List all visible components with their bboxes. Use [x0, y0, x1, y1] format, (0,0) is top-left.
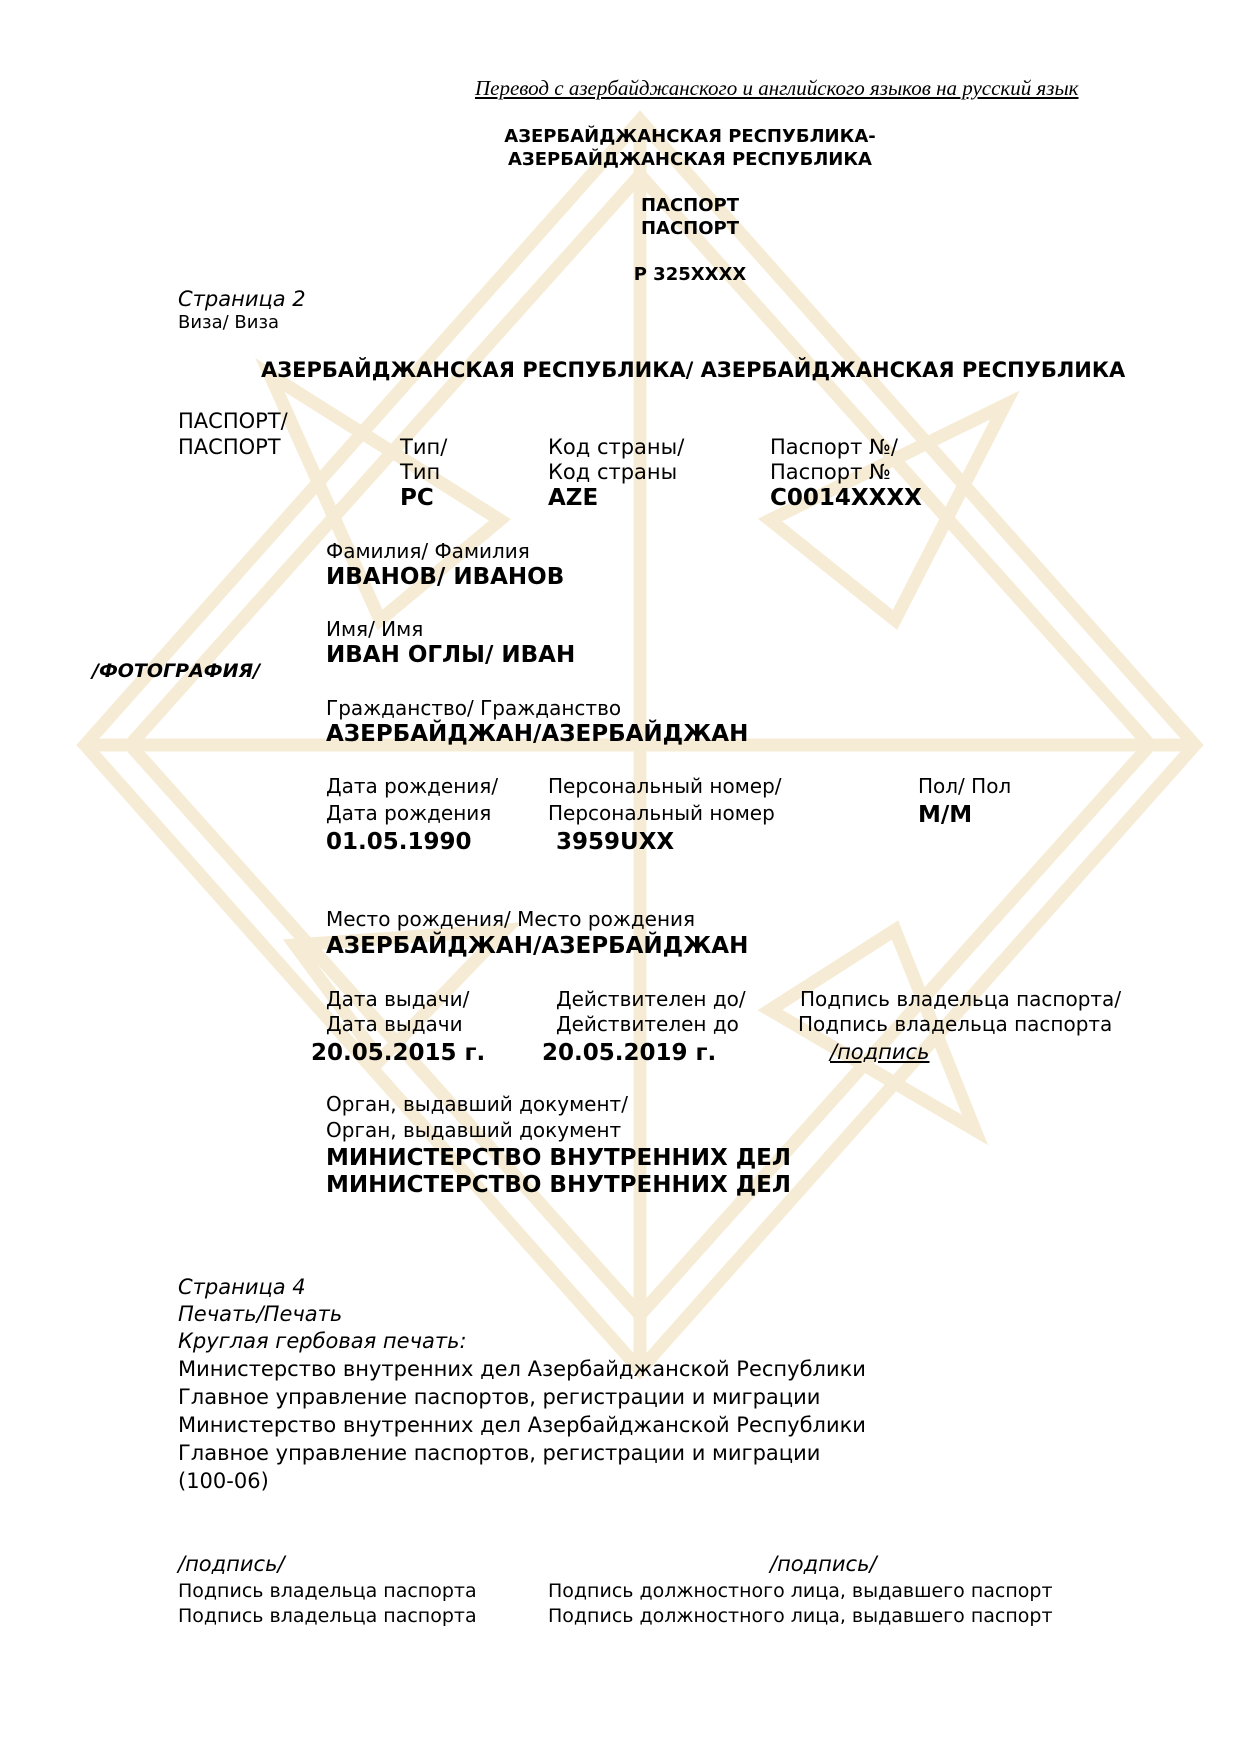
right-signature-caption-2: Подпись должностного лица, выдавшего паспорт	[548, 1605, 1053, 1627]
right-signature-caption-1: Подпись должностного лица, выдавшего паспорт	[548, 1580, 1053, 1602]
personal-no-label-2: Персональный номер	[548, 801, 775, 825]
passport-no-value: C0014XXXX	[770, 485, 922, 511]
republic-title: АЗЕРБАЙДЖАНСКАЯ РЕСПУБЛИКА/ АЗЕРБАЙДЖАНСКАЯ РЕСПУБЛИКА	[261, 358, 1126, 382]
given-name-label: Имя/ Имя	[326, 617, 424, 641]
personal-no-label-1: Персональный номер/	[548, 774, 782, 798]
country-code-label-1: Код страны/	[548, 435, 685, 459]
stamp-line: Министерство внутренних дел Азербайджанской Республики	[178, 1357, 866, 1381]
type-label-2: Тип	[400, 460, 441, 484]
left-signature-caption-2: Подпись владельца паспорта	[178, 1605, 477, 1627]
issue-date-value: 20.05.2015 г.	[311, 1040, 486, 1066]
surname-label: Фамилия/ Фамилия	[326, 539, 530, 563]
visa-label: Виза/ Виза	[178, 312, 280, 333]
valid-until-label-1: Действителен до/	[556, 987, 746, 1011]
holder-signature-mark: /подпись	[830, 1040, 930, 1064]
sex-label: Пол/ Пол	[918, 774, 1012, 798]
given-name-value: ИВАН ОГЛЫ/ ИВАН	[326, 642, 576, 668]
header-passport-line1: ПАСПОРТ	[640, 195, 740, 216]
country-code-value: AZE	[548, 485, 599, 511]
authority-label-2: Орган, выдавший документ	[326, 1118, 622, 1142]
valid-until-value: 20.05.2019 г.	[542, 1040, 717, 1066]
sex-value: M/M	[918, 802, 973, 828]
left-signature-caption-1: Подпись владельца паспорта	[178, 1580, 477, 1602]
passport-no-label-1: Паспорт №/	[770, 435, 898, 459]
right-signature-mark: /подпись/	[770, 1552, 877, 1576]
type-value: PC	[400, 485, 434, 511]
birth-date-label-1: Дата рождения/	[326, 774, 499, 798]
birth-date-label-2: Дата рождения	[326, 801, 492, 825]
page4-label: Страница 4	[178, 1275, 306, 1299]
birth-place-label: Место рождения/ Место рождения	[326, 907, 696, 931]
header-passport-number: P 325XXXX	[633, 264, 747, 285]
holder-signature-label-1: Подпись владельца паспорта/	[800, 987, 1122, 1011]
birth-date-value: 01.05.1990	[326, 829, 472, 855]
country-code-label-2: Код страны	[548, 460, 678, 484]
citizenship-label: Гражданство/ Гражданство	[326, 696, 622, 720]
stamp-line: (100-06)	[178, 1469, 269, 1493]
issue-date-label-2: Дата выдачи	[326, 1012, 463, 1036]
stamp-label: Печать/Печать	[178, 1302, 343, 1326]
valid-until-label-2: Действителен до	[556, 1012, 739, 1036]
type-label-1: Тип/	[400, 435, 448, 459]
personal-no-value: 3959UXX	[556, 829, 675, 855]
stamp-line: Министерство внутренних дел Азербайджанской Республики	[178, 1413, 866, 1437]
header-republic-line2: АЗЕРБАЙДЖАНСКАЯ РЕСПУБЛИКА	[508, 149, 872, 170]
issue-date-label-1: Дата выдачи/	[326, 987, 470, 1011]
holder-signature-label-2: Подпись владельца паспорта	[798, 1012, 1113, 1036]
passport-no-label-2: Паспорт №	[770, 460, 891, 484]
photo-placeholder: /ФОТОГРАФИЯ/	[92, 660, 261, 682]
passport-label-1: ПАСПОРТ/	[178, 409, 288, 433]
left-signature-mark: /подпись/	[178, 1552, 285, 1576]
authority-value-1: МИНИСТЕРСТВО ВНУТРЕННИХ ДЕЛ	[326, 1145, 791, 1171]
stamp-line: Главное управление паспортов, регистрации и миграции	[178, 1441, 821, 1465]
authority-label-1: Орган, выдавший документ/	[326, 1092, 628, 1116]
header-passport-line2: ПАСПОРТ	[640, 218, 740, 239]
birth-place-value: АЗЕРБАЙДЖАН/АЗЕРБАЙДЖАН	[326, 933, 749, 959]
authority-value-2: МИНИСТЕРСТВО ВНУТРЕННИХ ДЕЛ	[326, 1172, 791, 1198]
header-republic-line1: АЗЕРБАЙДЖАНСКАЯ РЕСПУБЛИКА-	[504, 126, 876, 147]
translation-note: Перевод с азербайджанского и английского языков на русский язык	[475, 76, 1079, 100]
citizenship-value: АЗЕРБАЙДЖАН/АЗЕРБАЙДЖАН	[326, 721, 749, 747]
stamp-description: Круглая гербовая печать:	[178, 1329, 467, 1353]
passport-label-2: ПАСПОРТ	[178, 435, 281, 459]
surname-value: ИВАНОВ/ ИВАНОВ	[326, 564, 565, 590]
stamp-line: Главное управление паспортов, регистрации и миграции	[178, 1385, 821, 1409]
page2-label: Страница 2	[178, 287, 306, 311]
